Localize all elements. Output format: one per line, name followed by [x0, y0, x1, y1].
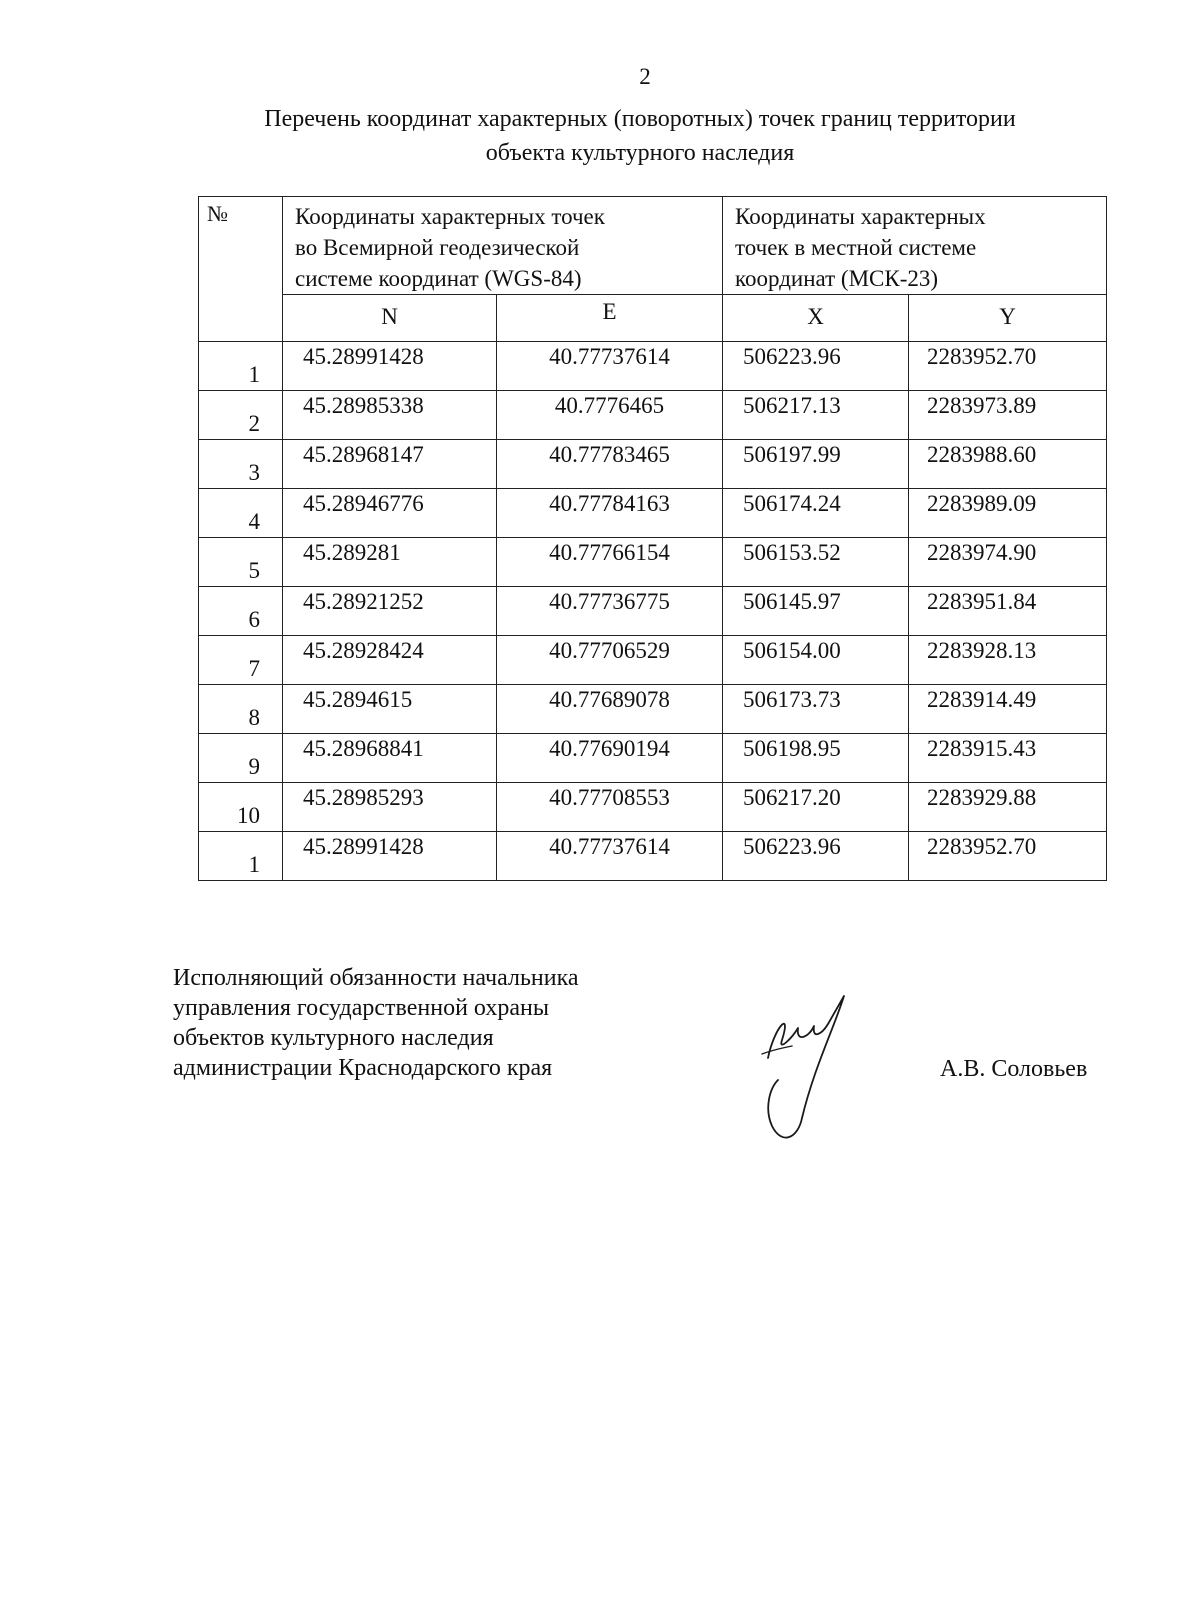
table-row — [199, 783, 1107, 832]
coordinates-table — [198, 196, 1107, 881]
header-wgs84-line-1: Координаты характерных точек — [295, 204, 605, 229]
header-msk23-line-2: точек в местной системе — [735, 235, 977, 260]
page-number: 2 — [639, 64, 651, 89]
table-row — [199, 538, 1107, 587]
latitude-n-cell: 45.289281 — [283, 538, 497, 587]
msk-x-cell: 506197.99 — [723, 440, 909, 489]
longitude-e-cell: 40.77689078 — [497, 685, 723, 734]
msk-x-cell: 506217.13 — [723, 391, 909, 440]
longitude-e-cell: 40.77708553 — [497, 783, 723, 832]
table-row — [199, 587, 1107, 636]
point-number-cell: 9 — [199, 734, 283, 783]
longitude-e-cell: 40.77783465 — [497, 440, 723, 489]
msk-y-cell: 2283974.90 — [909, 538, 1107, 587]
msk-x-cell: 506173.73 — [723, 685, 909, 734]
handwritten-signature — [752, 988, 862, 1148]
msk-y-cell: 2283914.49 — [909, 685, 1107, 734]
latitude-n-cell: 45.28928424 — [283, 636, 497, 685]
point-number-cell: 10 — [199, 783, 283, 832]
point-number-cell: 3 — [199, 440, 283, 489]
longitude-e-cell: 40.77737614 — [497, 342, 723, 391]
msk-x-cell: 506198.95 — [723, 734, 909, 783]
point-number-cell: 4 — [199, 489, 283, 538]
header-number: № — [199, 197, 283, 342]
table-row — [199, 440, 1107, 489]
table-body — [199, 342, 1107, 881]
longitude-e-cell: 40.77706529 — [497, 636, 723, 685]
msk-x-cell: 506154.00 — [723, 636, 909, 685]
position-line-3: объектов культурного наследия — [173, 1025, 494, 1051]
latitude-n-cell: 45.28985338 — [283, 391, 497, 440]
latitude-n-cell: 45.28921252 — [283, 587, 497, 636]
point-number-cell: 1 — [199, 342, 283, 391]
msk-y-cell: 2283952.70 — [909, 832, 1107, 881]
msk-x-cell: 506153.52 — [723, 538, 909, 587]
table-row — [199, 685, 1107, 734]
title-line-2: объекта культурного наследия — [485, 140, 795, 166]
header-y: Y — [909, 295, 1107, 342]
header-x: X — [723, 295, 909, 342]
signer-name: А.В. Соловьев — [940, 1056, 1088, 1082]
latitude-n-cell: 45.28968147 — [283, 440, 497, 489]
msk-x-cell: 506145.97 — [723, 587, 909, 636]
title-line-1: Перечень координат характерных (поворотных) точек границ территории — [264, 106, 1016, 132]
position-line-2: управления государственной охраны — [173, 995, 549, 1021]
point-number-cell: 1 — [199, 832, 283, 881]
table-row — [199, 636, 1107, 685]
msk-y-cell: 2283973.89 — [909, 391, 1107, 440]
latitude-n-cell: 45.28991428 — [283, 832, 497, 881]
table-row — [199, 734, 1107, 783]
latitude-n-cell: 45.28968841 — [283, 734, 497, 783]
table-header-row — [199, 197, 1107, 295]
table-subheader-row — [199, 295, 1107, 342]
latitude-n-cell: 45.28985293 — [283, 783, 497, 832]
longitude-e-cell: 40.77766154 — [497, 538, 723, 587]
table-row — [199, 489, 1107, 538]
msk-x-cell: 506223.96 — [723, 832, 909, 881]
latitude-n-cell: 45.2894615 — [283, 685, 497, 734]
header-msk23 — [723, 197, 1107, 295]
header-wgs84-line-3: системе координат (WGS-84) — [295, 266, 582, 291]
document-title — [180, 102, 1100, 170]
table-row — [199, 391, 1107, 440]
msk-y-cell: 2283951.84 — [909, 587, 1107, 636]
msk-y-cell: 2283988.60 — [909, 440, 1107, 489]
table-row — [199, 342, 1107, 391]
point-number-cell: 5 — [199, 538, 283, 587]
msk-y-cell: 2283929.88 — [909, 783, 1107, 832]
latitude-n-cell: 45.28946776 — [283, 489, 497, 538]
point-number-cell: 8 — [199, 685, 283, 734]
longitude-e-cell: 40.77737614 — [497, 832, 723, 881]
longitude-e-cell: 40.77690194 — [497, 734, 723, 783]
header-e: E — [497, 295, 723, 342]
longitude-e-cell: 40.77736775 — [497, 587, 723, 636]
msk-y-cell: 2283989.09 — [909, 489, 1107, 538]
header-wgs84-line-2: во Всемирной геодезической — [295, 235, 580, 260]
position-line-1: Исполняющий обязанности начальника — [173, 965, 579, 991]
signatory-position — [173, 963, 579, 1083]
point-number-cell: 2 — [199, 391, 283, 440]
msk-y-cell: 2283928.13 — [909, 636, 1107, 685]
msk-x-cell: 506217.20 — [723, 783, 909, 832]
point-number-cell: 6 — [199, 587, 283, 636]
msk-x-cell: 506174.24 — [723, 489, 909, 538]
longitude-e-cell: 40.77784163 — [497, 489, 723, 538]
header-msk23-line-1: Координаты характерных — [735, 204, 986, 229]
point-number-cell: 7 — [199, 636, 283, 685]
msk-y-cell: 2283915.43 — [909, 734, 1107, 783]
table-row — [199, 832, 1107, 881]
header-msk23-line-3: координат (МСК-23) — [735, 266, 939, 291]
msk-x-cell: 506223.96 — [723, 342, 909, 391]
header-wgs84 — [283, 197, 723, 295]
latitude-n-cell: 45.28991428 — [283, 342, 497, 391]
position-line-4: администрации Краснодарского края — [173, 1055, 553, 1081]
msk-y-cell: 2283952.70 — [909, 342, 1107, 391]
header-n: N — [283, 295, 497, 342]
longitude-e-cell: 40.7776465 — [497, 391, 723, 440]
